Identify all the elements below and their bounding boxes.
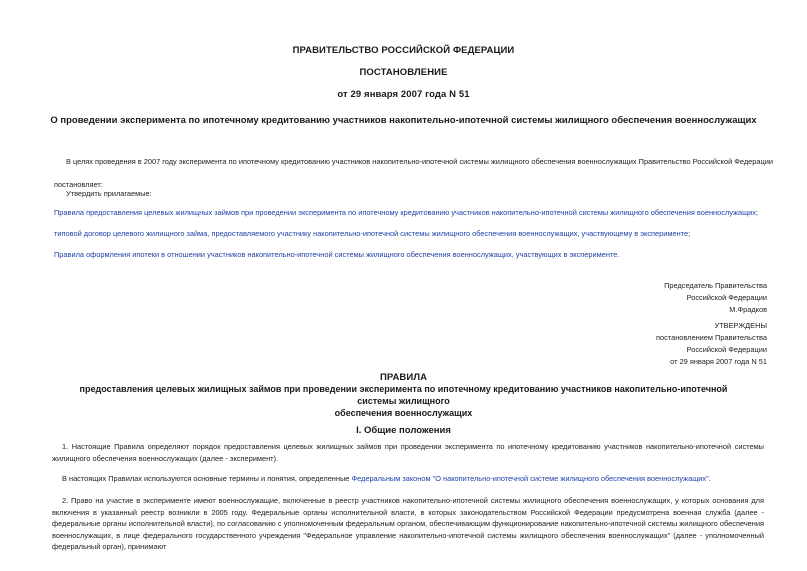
document-title: О проведении эксперимента по ипотечному кредитованию участников накопительно-ипотечной системы жилищного обеспечения военнослужащих xyxy=(50,115,757,126)
approved-by: постановлением Правительства xyxy=(656,333,767,342)
signature-name: М.Фрадков xyxy=(729,305,767,314)
document-date-number: от 29 января 2007 года N 51 xyxy=(337,89,470,100)
rules-subtitle xyxy=(60,383,747,419)
rules-heading: ПРАВИЛА xyxy=(379,372,428,383)
signature-position: Председатель Правительства xyxy=(664,281,767,290)
government-heading: ПРАВИТЕЛЬСТВО РОССИЙСКОЙ ФЕДЕРАЦИИ xyxy=(292,45,515,56)
link-typical-contract[interactable]: типовой договор целевого жилищного займа, предоставляемого участнику накопительно-ипотечной системы жилищного обеспечения военнослужащих, участвующему в эксперименте; xyxy=(54,229,691,238)
approved-label: УТВЕРЖДЕНЫ xyxy=(714,321,767,330)
preamble-text: В целях проведения в 2007 году эксперимента по ипотечному кредитованию участников накопительно-ипотечной системы жилищного обеспечения военнослужащих Правительство Российской Федерации xyxy=(66,157,773,166)
federal-law-link[interactable]: Федеральным законом "О накопительно-ипотечной системе жилищного обеспечения военнослужащих" xyxy=(351,474,709,483)
terms-suffix: . xyxy=(708,474,711,483)
preamble-decides: постановляет: xyxy=(54,180,103,189)
approved-date: от 29 января 2007 года N 51 xyxy=(670,357,767,366)
link-rules-loans[interactable]: Правила предоставления целевых жилищных займов при проведении эксперимента по ипотечному кредитованию участников накопительно-ипотечной системы жилищного обеспечения военнослужащих; xyxy=(54,208,759,217)
preamble-approve: Утвердить прилагаемые: xyxy=(66,189,152,198)
rules-paragraph-2: 2. Право на участие в эксперименте имеют военнослужащие, включенные в реестр участников накопительно-ипотечной системы жилищного обеспечения военнослужащих, у которых основания для включения в указанный реестр возникли в 2005 году. Федеральные органы исполнительной власти, в которых законодательством Российской Федерации предусмотрена военная служба (далее - федеральные органы исполнительной власти), по согласованию с уполномоченным федеральным органом, обеспечивающим функционирование накопительно-ипотечной системы жилищного обеспечения военнослужащих, в лице федерального государственного учреждения "Федеральное управление накопительно-ипотечной системы жилищного обеспечения военнослужащих" (далее - уполномоченный федеральный орган), принимают xyxy=(52,496,764,551)
rules-terms-paragraph xyxy=(62,473,772,484)
signature-block xyxy=(664,280,767,316)
link-rules-mortgage[interactable]: Правила оформления ипотеки в отношении участников накопительно-ипотечной системы жилищного обеспечения военнослужащих, участвующих в эксперименте. xyxy=(54,250,620,259)
terms-prefix: В настоящих Правилах используются основные термины и понятия, определенные xyxy=(62,474,352,483)
rules-subtitle-line1: предоставления целевых жилищных займов при проведении эксперимента по ипотечному кредитованию участников накопительно-ипотечной системы жилищного xyxy=(79,384,728,406)
section-general-provisions: I. Общие положения xyxy=(356,425,451,436)
rules-paragraph-1: 1. Настоящие Правила определяют порядок предоставления целевых жилищных займов при проведении эксперимента по ипотечному кредитованию участников накопительно-ипотечной системы жилищного обеспечения военнослужащих (далее - эксперимент). xyxy=(52,442,764,463)
rules-subtitle-line2: обеспечения военнослужащих xyxy=(334,408,473,418)
approved-country: Российской Федерации xyxy=(686,345,767,354)
document-type: ПОСТАНОВЛЕНИЕ xyxy=(359,67,448,78)
approved-by-block xyxy=(656,320,767,368)
signature-country: Российской Федерации xyxy=(686,293,767,302)
